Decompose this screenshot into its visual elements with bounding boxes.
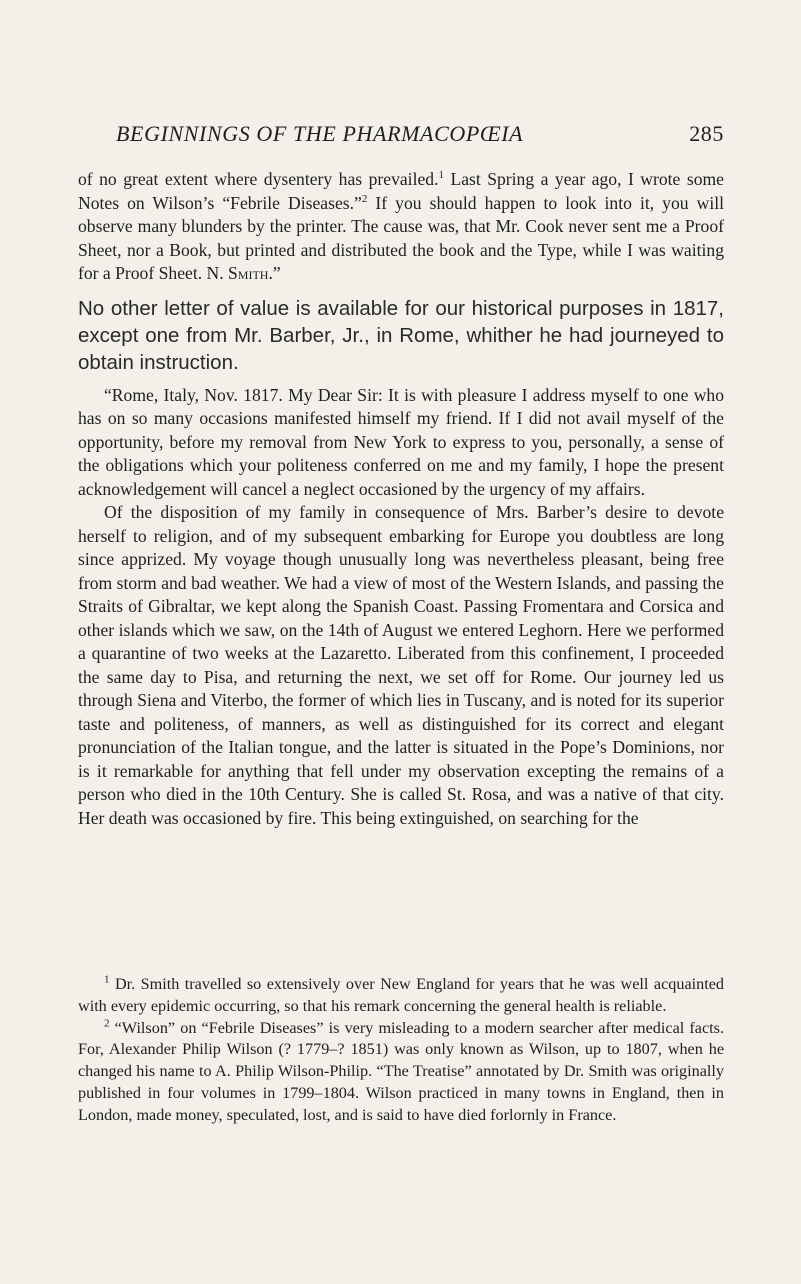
text-run: If you should happen to look into it, you will observe many blunders by the printer. The cause was, that Mr. Cook never sent me a Proof Sheet, nor a Book, but printed and distributed the book and the Type, while I was waiting for a Proof Sheet. N. <box>78 192 725 283</box>
main-text <box>78 168 724 830</box>
paragraph-letter-end <box>78 168 724 286</box>
footnote-text-1: Dr. Smith travelled so extensively over New England for years that he was well acquainted with every epidemic occurring, so that his remark concerning the general health is reliable. <box>78 975 724 1015</box>
footnote-1 <box>78 974 724 1018</box>
running-header <box>116 121 724 151</box>
page-number: 285 <box>689 121 724 146</box>
footnote-ref-1: 1 <box>438 169 444 182</box>
text-run: Last Spring a year ago, I wrote some Notes on Wilson’s “Febrile Diseases.” <box>78 169 724 213</box>
paragraph-letter-opening: “Rome, Italy, Nov. 1817. My Dear Sir: It is with pleasure I address myself to one who has on so many occasions manifested himself my friend. If I did not avail myself of the opportunity, before my removal from New York to express to you, personally, a sense of the obligations which your politeness conferred on me and my family, I hope the present acknowledgement will cancel a neglect occasioned by the urgency of my affairs. <box>78 384 724 499</box>
paragraph-commentary: No other letter of value is available for our historical purposes in 1817, except one from Mr. Barber, Jr., in Rome, whither he had journeyed to obtain instruction. <box>78 296 724 374</box>
footnote-mark-1: 1 <box>104 973 110 986</box>
footnote-text-2: “Wilson” on “Febrile Diseases” is very misleading to a modern searcher after medical facts. For, Alexander Philip Wilson (? 1779–? 1851) was only known as Wilson, up to 1807, when he changed his name to A. Philip Wilson-Philip. “The Treatise” annotated by Dr. Smith was originally published in four volumes in 1799–1804. Wilson practiced in many towns in England, then in London, made money, speculated, lost, and is said to have died forlornly in France. <box>78 1018 724 1124</box>
signature: Smith <box>228 263 269 283</box>
footnote-2 <box>78 1018 724 1127</box>
footnote-ref-2: 2 <box>361 192 368 205</box>
text-run: .” <box>268 263 281 283</box>
running-title: BEGINNINGS OF THE PHARMACOPŒIA <box>116 121 524 146</box>
footnote-mark-2: 2 <box>104 1017 110 1030</box>
text-run: of no great extent where dysentery has prevailed. <box>78 169 439 189</box>
paragraph-letter-voyage: Of the disposition of my family in consequence of Mrs. Barber’s desire to devote herself to religion, and of my subsequent embarking for Europe you doubtless are long since apprized. My voyage though unusually long was nevertheless pleasant, being free from storm and bad weather. We had a view of most of the Western Islands, and passing the Straits of Gibraltar, we kept along the Spanish Coast. Passing Fromentara and Corsica and other islands which we saw, on the 14th of August we entered Leghorn. Here we performed a quarantine of two weeks at the Lazaretto. Liberated from this confinement, I proceeded the same day to Pisa, and returning the next, we set off for Rome. Our journey led us through Siena and Viterbo, the former of which lies in Tuscany, and is noted for its superior taste and politeness, of manners, as well as distinguished for its correct and elegant pronunciation of the Italian tongue, and the latter is situated in the Pope’s Dominions, nor is it remarkable for anything that fell under my observation excepting the remains of a person who died in the 10th Century. She is called St. Rosa, and was a native of that city. Her death was occasioned by fire. This being extinguished, on searching for the <box>78 502 724 828</box>
footnotes <box>78 974 724 1127</box>
